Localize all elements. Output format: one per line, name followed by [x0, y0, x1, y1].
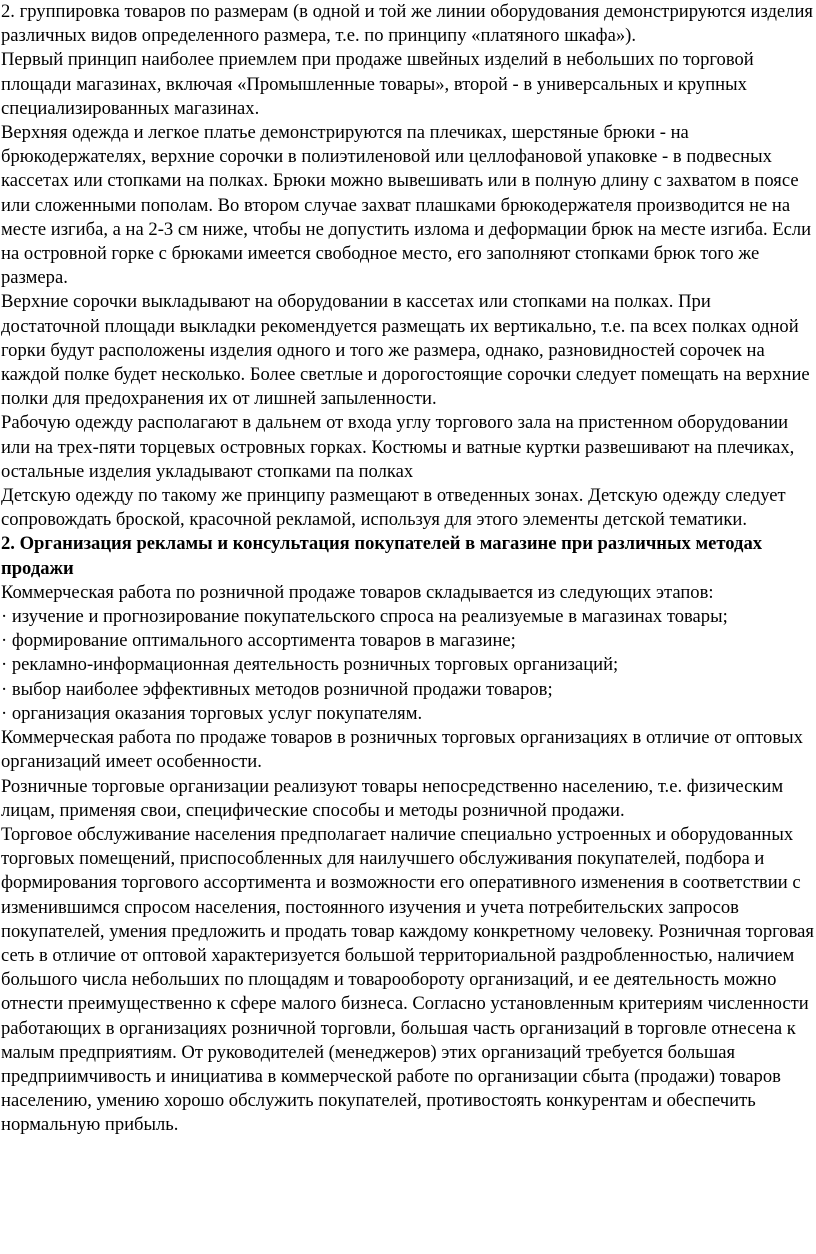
list-item: · изучение и прогнозирование покупательского спроса на реализуемые в магазинах товары; — [1, 606, 728, 628]
paragraph-shirts: Верхние сорочки выкладывают на оборудовании в кассетах или стопками на полках. При достаточной площади выкладки рекомендуется размещать их вертикально, т.е. па всех полках одной горки будут расположены изделия одного и того же размера, однако, разновидностей сорочек на каждой полке будет несколько. Более светлые и дорогостоящие сорочки следует помещать на верхние полки для предохранения их от лишней запыленности. — [1, 291, 810, 410]
list-item: · формирование оптимального ассортимента товаров в магазине; — [1, 630, 516, 652]
list-item: · организация оказания торговых услуг покупателям. — [1, 702, 423, 724]
paragraph-intro: Коммерческая работа по розничной продаже товаров складывается из следующих этапов: — [1, 581, 714, 603]
section-heading: 2. Организация рекламы и консультация покупателей в магазине при различных методах продажи — [1, 533, 763, 579]
paragraph-size-grouping: 2. группировка товаров по размерам (в одной и той же линии оборудования демонстрируются изделия различных видов определенного размера, т.е. по принципу «платяного шкафа»). — [1, 1, 813, 47]
paragraph-first-principle: Первый принцип наиболее приемлем при продаже швейных изделий в небольших по торговой площади магазинах, включая «Промышленные товары», второй - в универсальных и крупных специализированных магазинах. — [1, 49, 754, 119]
paragraph-trade-service: Торговое обслуживание населения предполагает наличие специально устроенных и оборудованных торговых помещений, приспособленных для наилучшего обслуживания покупателей, подбора и формирования торгового ассортимента и возможности его оперативного изменения в соответствии с изменившимся спросом населения, постоянного изучения и учета потребительских запросов покупателей, умения предложить и продать товар каждому конкретному человеку. Розничная торговая сеть в отличие от оптовой характеризуется большой территориальной раздробленностью, наличием большого числа небольших по площадям и товарообороту организаций, и ее деятельность можно отнести преимущественно к сфере малого бизнеса. Согласно установленным критериям численности работающих в организациях розничной торговли, большая часть организаций в торговле отнесена к малым предприятиям. От руководителей (менеджеров) этих организаций требуется большая предприимчивость и инициатива в коммерческой работе по организации сбыта (продажи) товаров населению, умению хорошо обслужить покупателей, противостоять конкурентам и обеспечить нормальную прибыль. — [1, 823, 814, 1136]
paragraph-retail-organizations: Розничные торговые организации реализуют товары непосредственно населению, т.е. физическим лицам, применяя свои, специфические способы и методы розничной продажи. — [1, 775, 784, 821]
paragraph-retail-features: Коммерческая работа по продаже товаров в розничных торговых организациях в отличие от оптовых организаций имеет особенности. — [1, 727, 803, 773]
list-item: · рекламно-информационная деятельность розничных торговых организаций; — [1, 654, 619, 676]
stages-list — [1, 605, 814, 726]
paragraph-outerwear: Верхняя одежда и легкое платье демонстрируются па плечиках, шерстяные брюки - на брюкодержателях, верхние сорочки в полиэтиленовой или целлофановой упаковке - в подвесных кассетах или стопками на полках. Брюки можно вывешивать или в полную длину с захватом в поясе или сложенными пополам. Во втором случае захват плашками брюкодержателя производится не на месте изгиба, а на 2-3 см ниже, чтобы не допустить излома и деформации брюк на месте изгиба. Если на островной горке с брюками имеется свободное место, его заполняют стопками брюк того же размера. — [1, 122, 812, 289]
list-item: · выбор наиболее эффективных методов розничной продажи товаров; — [1, 678, 553, 700]
paragraph-childrens-clothing: Детскую одежду по такому же принципу размещают в отведенных зонах. Детскую одежду следует сопровождать броской, красочной рекламой, используя для этого элементы детской тематики. — [1, 485, 786, 531]
paragraph-workwear: Рабочую одежду располагают в дальнем от входа углу торгового зала на пристенном оборудовании или на трех-пяти торцевых островных горках. Костюмы и ватные куртки развешивают на плечиках, остальные изделия укладывают стопками па полках — [1, 412, 795, 482]
